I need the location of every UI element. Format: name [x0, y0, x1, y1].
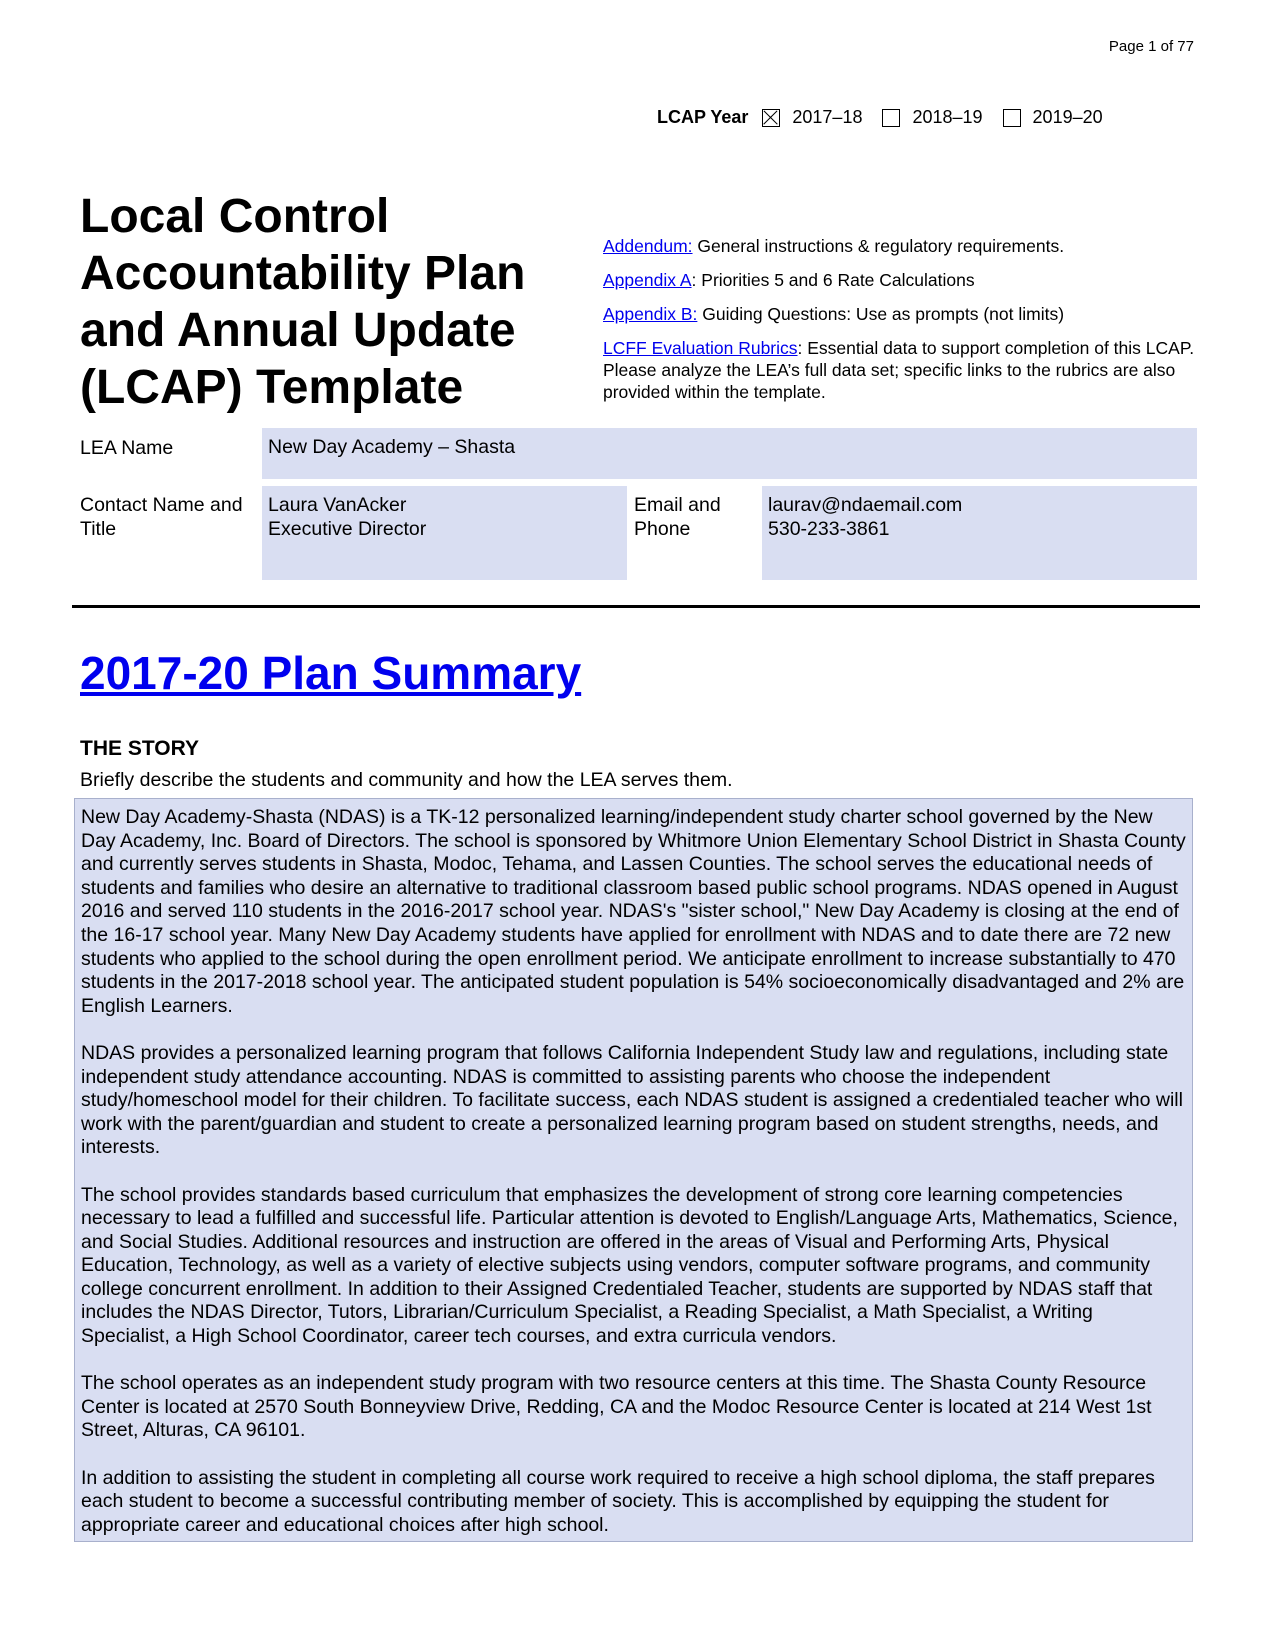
reference-link-rubrics [603, 337, 1198, 403]
story-text-field[interactable] [74, 798, 1193, 1542]
lcap-year-selector [657, 107, 1123, 128]
email-phone-field[interactable] [762, 486, 1197, 580]
year-option-label: 2017–18 [792, 107, 863, 127]
year-checkbox-2017-18[interactable] [762, 109, 780, 127]
year-option-2017-18[interactable] [762, 107, 862, 128]
story-paragraph: NDAS provides a personalized learning program that follows California Independent Study law and regulations, including state independent study attendance accounting. NDAS is committed to assisting parents who choose the independent study/homeschool model for their children. To facilitate success, each NDAS student is assigned a credentialed teacher who will work with the parent/guardian and student to create a personalized learning program based on student strengths, needs, and interests. [81, 1041, 1183, 1159]
appendix-a-link[interactable]: Appendix A [603, 270, 692, 290]
reference-link-addendum [603, 235, 1198, 257]
contact-name: Laura VanAcker [268, 494, 407, 516]
addendum-link[interactable]: Addendum: [603, 236, 693, 256]
year-option-label: 2019–20 [1032, 107, 1103, 127]
page-number: Page 1 of 77 [1108, 38, 1194, 55]
phone-value: 530-233-3861 [768, 518, 890, 540]
contact-label: Contact Name and Title [80, 494, 243, 540]
lcff-rubrics-link[interactable]: LCFF Evaluation Rubrics [603, 338, 798, 358]
document-title: Local Control Accountability Plan and Annual Update (LCAP) Template [80, 190, 526, 414]
year-option-label: 2018–19 [912, 107, 983, 127]
link-description: : Priorities 5 and 6 Rate Calculations [691, 270, 975, 290]
reference-link-appendix-a [603, 269, 1198, 291]
reference-link-appendix-b [603, 303, 1198, 325]
story-heading: THE STORY [80, 737, 200, 760]
reference-links [603, 235, 1198, 415]
link-description: : Essential data to support completion of this LCAP. Please analyze the LEA’s full data set; specific links to the rubrics are also provided within the template. [603, 338, 1195, 402]
lea-name-label: LEA Name [80, 437, 174, 459]
story-paragraph: In addition to assisting the student in completing all course work required to receive a high school diploma, the staff prepares each student to become a successful contributing member of society. This is accomplished by equipping the student for appropriate career and educational choices after high school. [81, 1466, 1155, 1536]
appendix-b-link[interactable]: Appendix B: [603, 304, 698, 324]
link-description: General instructions & regulatory requirements. [692, 236, 1065, 256]
section-divider [72, 605, 1200, 608]
email-value: laurav@ndaemail.com [768, 494, 963, 516]
story-paragraph: The school operates as an independent study program with two resource centers at this time. The Shasta County Resource Center is located at 2570 South Bonneyview Drive, Redding, CA and the Modoc Resource Center is located at 214 West 1st Street, Alturas, CA 96101. [81, 1372, 1152, 1442]
contact-field[interactable] [262, 486, 627, 580]
year-option-2018-19[interactable] [882, 107, 982, 128]
year-checkbox-2019-20[interactable] [1003, 109, 1021, 127]
year-checkbox-2018-19[interactable] [882, 109, 900, 127]
story-prompt: Briefly describe the students and community and how the LEA serves them. [80, 769, 733, 791]
plan-summary-heading [80, 645, 581, 701]
story-paragraph: The school provides standards based curriculum that emphasizes the development of strong core learning competencies necessary to lead a fulfilled and successful life. Particular attention is devoted to English/Language Arts, Mathematics, Science, and Social Studies. Additional resources and instruction are offered in the areas of Visual and Performing Arts, Physical Education, Technology, as well as a variety of elective subjects using vendors, computer software programs, and community college concurrent enrollment. In addition to their Assigned Credentialed Teacher, students are supported by NDAS staff that includes the NDAS Director, Tutors, Librarian/Curriculum Specialist, a Reading Specialist, a Math Specialist, a Writing Specialist, a High School Coordinator, career tech courses, and extra curricula vendors. [81, 1183, 1178, 1348]
email-phone-label: Email and Phone [634, 494, 721, 540]
story-paragraph: New Day Academy-Shasta (NDAS) is a TK-12 personalized learning/independent study charter school governed by the New Day Academy, Inc. Board of Directors. The school is sponsored by Whitmore Union Elementary School District in Shasta County and currently serves students in Shasta, Modoc, Tehama, and Lassen Counties. The school serves the educational needs of students and families who desire an alternative to traditional classroom based public school programs. NDAS opened in August 2016 and served 110 students in the 2016-2017 school year. NDAS's "sister school," New Day Academy is closing at the end of the 16-17 school year. Many New Day Academy students have applied for enrollment with NDAS and to date there are 72 new students who applied to the school during the open enrollment period. We anticipate enrollment to increase substantially to 470 students in the 2017-2018 school year. The anticipated student population is 54% socioeconomically disadvantaged and 2% are English Learners. [81, 806, 1186, 1017]
lcap-year-label: LCAP Year [657, 107, 749, 127]
contact-title: Executive Director [268, 518, 427, 540]
year-option-2019-20[interactable] [1003, 107, 1103, 128]
plan-summary-link[interactable]: 2017-20 Plan Summary [80, 647, 582, 699]
link-description: Guiding Questions: Use as prompts (not limits) [697, 304, 1065, 324]
lea-name-field[interactable]: New Day Academy – Shasta [262, 428, 1197, 479]
